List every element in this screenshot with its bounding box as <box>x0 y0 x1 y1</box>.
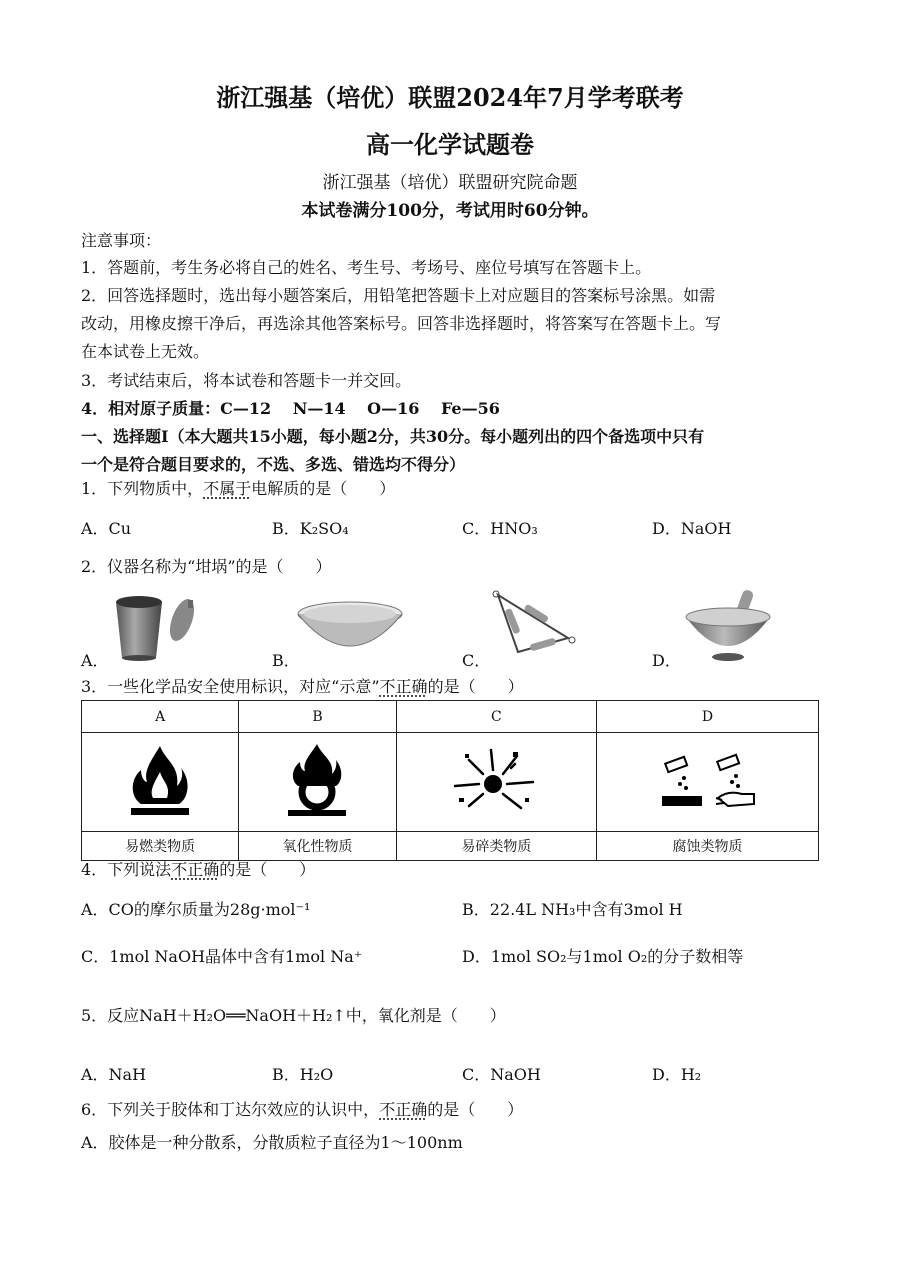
explosion-icon <box>451 742 541 818</box>
q6-stem-pre: 6．下列关于胶体和丁达尔效应的认识中， <box>81 1100 380 1119</box>
q3-stem-emphasis: 不正确 <box>379 677 428 696</box>
q4-option-d[interactable]: D．1mol SO₂与1mol O₂的分子数相等 <box>462 947 744 966</box>
corrosive-sign-cell <box>597 733 819 832</box>
q4-option-b[interactable]: B．22.4L NH₃中含有3mol H <box>462 900 683 919</box>
q1-option-b[interactable]: B．K₂SO₄ <box>272 519 349 538</box>
q4-option-a[interactable]: A．CO的摩尔质量为28g·mol⁻¹ <box>81 900 311 919</box>
section-heading-line-2: 一个是符合题目要求的，不选、多选、错选均不得分） <box>81 455 466 474</box>
sign-label-a: 易燃类物质 <box>82 832 239 861</box>
exam-author: 浙江强基（培优）联盟研究院命题 <box>322 173 578 193</box>
q2-option-d[interactable]: D． <box>652 651 681 670</box>
q5-option-d[interactable]: D．H₂ <box>652 1065 702 1084</box>
q5-option-a[interactable]: A．NaH <box>81 1065 147 1084</box>
q1-stem-pre: 1．下列物质中， <box>81 479 204 498</box>
q1-option-d[interactable]: D．NaOH <box>652 519 732 538</box>
note-2-line-1: 2．回答选择题时，选出每小题答案后，用铅笔把答题卡上对应题目的答案标号涂黑。如需 <box>81 286 716 305</box>
q1-stem-emphasis: 不属于 <box>203 479 252 498</box>
flame-icon <box>125 742 195 818</box>
q3-stem-pre: 3．一些化学品安全使用标识，对应“示意” <box>81 677 380 696</box>
question-5-stem: 5．反应NaH＋H₂O══NaOH＋H₂↑中，氧化剂是（ ） <box>81 1006 506 1025</box>
notes-heading: 注意事项： <box>81 231 162 250</box>
q2-option-b[interactable]: B． <box>272 651 300 670</box>
explosive-sign-cell <box>396 733 596 832</box>
note-2-line-3: 在本试卷上无效。 <box>81 342 210 361</box>
evaporating-dish-image <box>295 598 405 658</box>
question-1-stem <box>81 476 395 499</box>
q1-stem-post: 电解质的是（ ） <box>251 479 396 498</box>
flame-over-circle-icon <box>282 742 352 818</box>
note-1: 1．答题前，考生务必将自己的姓名、考生号、考场号、座位号填写在答题卡上。 <box>81 258 652 277</box>
clay-triangle-image <box>488 590 578 660</box>
q5-option-b[interactable]: B．H₂O <box>272 1065 334 1084</box>
table-header-c[interactable]: C <box>396 701 596 733</box>
note-3: 3．考试结束后，将本试卷和答题卡一并交回。 <box>81 371 412 390</box>
exam-subtitle: 高一化学试题卷 <box>366 130 534 159</box>
q4-stem-post: 的是（ ） <box>219 860 316 879</box>
table-header-b[interactable]: B <box>239 701 396 733</box>
q4-stem-pre: 4．下列说法 <box>81 860 172 879</box>
sign-label-b: 氧化性物质 <box>239 832 396 861</box>
table-header-d[interactable]: D <box>597 701 819 733</box>
exam-info: 本试卷满分100分，考试用时60分钟。 <box>301 201 599 221</box>
note-4: 4．相对原子质量：C—12 N—14 O—16 Fe—56 <box>81 399 500 418</box>
q1-option-a[interactable]: A．Cu <box>81 519 132 538</box>
q1-option-c[interactable]: C．HNO₃ <box>462 519 538 538</box>
q6-option-a[interactable]: A．胶体是一种分散系，分散质粒子直径为1～100nm <box>81 1133 463 1152</box>
q4-stem-emphasis: 不正确 <box>171 860 220 879</box>
question-2-stem: 2．仪器名称为“坩埚”的是（ ） <box>81 557 332 576</box>
q3-stem-post: 的是（ ） <box>427 677 524 696</box>
exam-title: 浙江强基（培优）联盟2024年7月学考联考 <box>216 83 684 112</box>
flammable-sign-cell <box>82 733 239 832</box>
question-4-stem <box>81 857 315 880</box>
note-2-line-2: 改动，用橡皮擦干净后，再选涂其他答案标号。回答非选择题时，将答案写在答题卡上。写 <box>81 314 722 333</box>
section-heading-line-1: 一、选择题Ⅰ（本大题共15小题，每小题2分，共30分。每小题列出的四个备选项中只有 <box>81 427 705 446</box>
q4-option-c[interactable]: C．1mol NaOH晶体中含有1mol Na⁺ <box>81 947 363 966</box>
table-header-a[interactable]: A <box>82 701 239 733</box>
q6-stem-emphasis: 不正确 <box>379 1100 428 1119</box>
q6-stem-post: 的是（ ） <box>427 1100 524 1119</box>
sign-label-c: 易碎类物质 <box>396 832 596 861</box>
q5-option-c[interactable]: C．NaOH <box>462 1065 541 1084</box>
q2-option-a[interactable]: A． <box>81 651 109 670</box>
mortar-and-pestle-image <box>678 585 778 665</box>
corrosion-icon <box>658 742 758 818</box>
question-3-stem <box>81 674 524 697</box>
q2-option-c[interactable]: C． <box>462 651 491 670</box>
crucible-image <box>104 590 204 665</box>
question-6-stem <box>81 1097 523 1120</box>
sign-label-d: 腐蚀类物质 <box>597 832 819 861</box>
oxidizer-sign-cell <box>239 733 396 832</box>
hazard-sign-table <box>81 700 819 861</box>
